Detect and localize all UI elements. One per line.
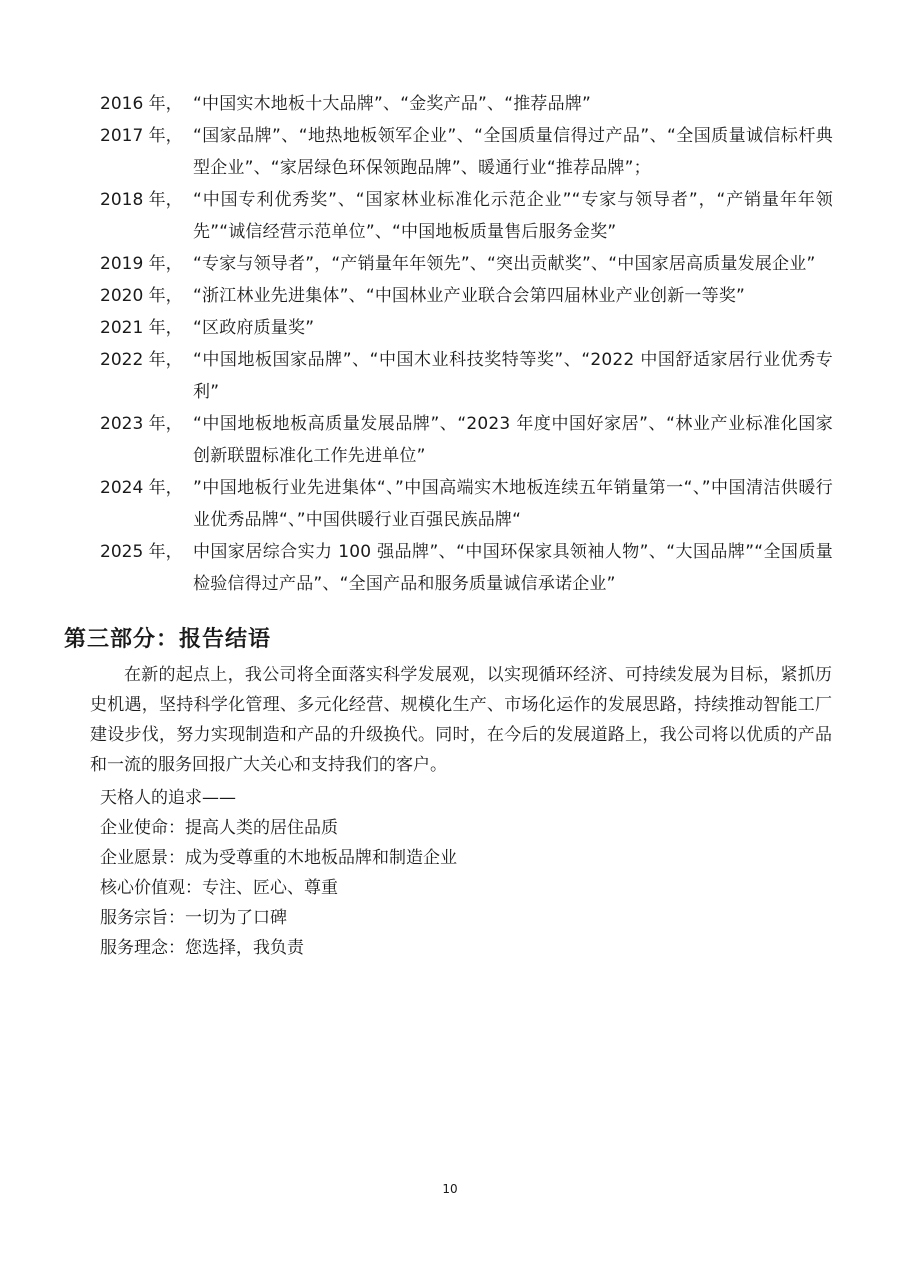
award-text: 中国家居综合实力 100 强品牌”、“中国环保家具领袖人物”、“大国品牌”“全国质量检验信得过产品”、“全国产品和服务质量诚信承诺企业”	[193, 542, 833, 594]
award-text: “区政府质量奖”	[193, 318, 315, 338]
award-year: 2025 年，	[100, 542, 183, 562]
award-text: “中国地板地板高质量发展品牌”、“2023 年度中国好家居”、“林业产业标准化国家创新联盟标准化工作先进单位”	[193, 414, 833, 466]
motto-heading: 天格人的追求——	[100, 788, 236, 808]
motto-values: 核心价值观：专注、匠心、尊重	[100, 878, 338, 898]
award-year: 2024 年，	[100, 478, 183, 498]
award-entry	[0, 472, 900, 536]
award-entry	[0, 312, 900, 344]
motto-service-philosophy: 服务理念：您选择，我负责	[100, 938, 304, 958]
award-year: 2020 年，	[100, 286, 183, 306]
award-year: 2019 年，	[100, 254, 183, 274]
conclusion-paragraph: 在新的起点上，我公司将全面落实科学发展观，以实现循环经济、可持续发展为目标，紧抓历史机遇，坚持科学化管理、多元化经营、规模化生产、市场化运作的发展思路，持续推动智能工厂建设步伐，努力实现制造和产品的升级换代。同时，在今后的发展道路上，我公司将以优质的产品和一流的服务回报广大关心和支持我们的客户。	[90, 665, 832, 775]
motto-mission: 企业使命：提高人类的居住品质	[100, 818, 338, 838]
award-entry	[0, 344, 900, 408]
award-year: 2017 年，	[100, 126, 183, 146]
award-year: 2023 年，	[100, 414, 183, 434]
award-entry	[0, 184, 900, 248]
award-year: 2016 年，	[100, 94, 183, 114]
award-text: ”中国地板行业先进集体“、”中国高端实木地板连续五年销量第一“、”中国清洁供暖行业优秀品牌“、”中国供暖行业百强民族品牌“	[193, 478, 833, 530]
award-year: 2018 年，	[100, 190, 183, 210]
award-text: “中国实木地板十大品牌”、“金奖产品”、“推荐品牌”	[193, 94, 592, 114]
award-entry	[0, 248, 900, 280]
motto-block	[100, 783, 800, 963]
page-number: 10	[442, 1182, 458, 1196]
award-entry	[0, 280, 900, 312]
award-entry	[0, 88, 900, 120]
awards-list	[0, 88, 900, 600]
award-year: 2021 年，	[100, 318, 183, 338]
award-text: “专家与领导者”，“产销量年年领先”、“突出贡献奖”、“中国家居高质量发展企业”	[193, 254, 816, 274]
award-text: “浙江林业先进集体”、“中国林业产业联合会第四届林业产业创新一等奖”	[193, 286, 746, 306]
award-entry	[0, 408, 900, 472]
award-text: “中国地板国家品牌”、“中国木业科技奖特等奖”、“2022 中国舒适家居行业优秀专利”	[193, 350, 833, 402]
award-text: “国家品牌”、“地热地板领军企业”、“全国质量信得过产品”、“全国质量诚信标杆典型企业”、“家居绿色环保领跑品牌”、暖通行业“推荐品牌”；	[193, 126, 833, 178]
motto-vision: 企业愿景：成为受尊重的木地板品牌和制造企业	[100, 848, 457, 868]
award-year: 2022 年，	[100, 350, 183, 370]
award-text: “中国专利优秀奖”、“国家林业标准化示范企业”“专家与领导者”，“产销量年年领先”“诚信经营示范单位”、“中国地板质量售后服务金奖”	[193, 190, 833, 242]
motto-service-purpose: 服务宗旨：一切为了口碑	[100, 908, 287, 928]
award-entry	[0, 120, 900, 184]
award-entry	[0, 536, 900, 600]
section-title: 第三部分：报告结语	[64, 627, 272, 652]
